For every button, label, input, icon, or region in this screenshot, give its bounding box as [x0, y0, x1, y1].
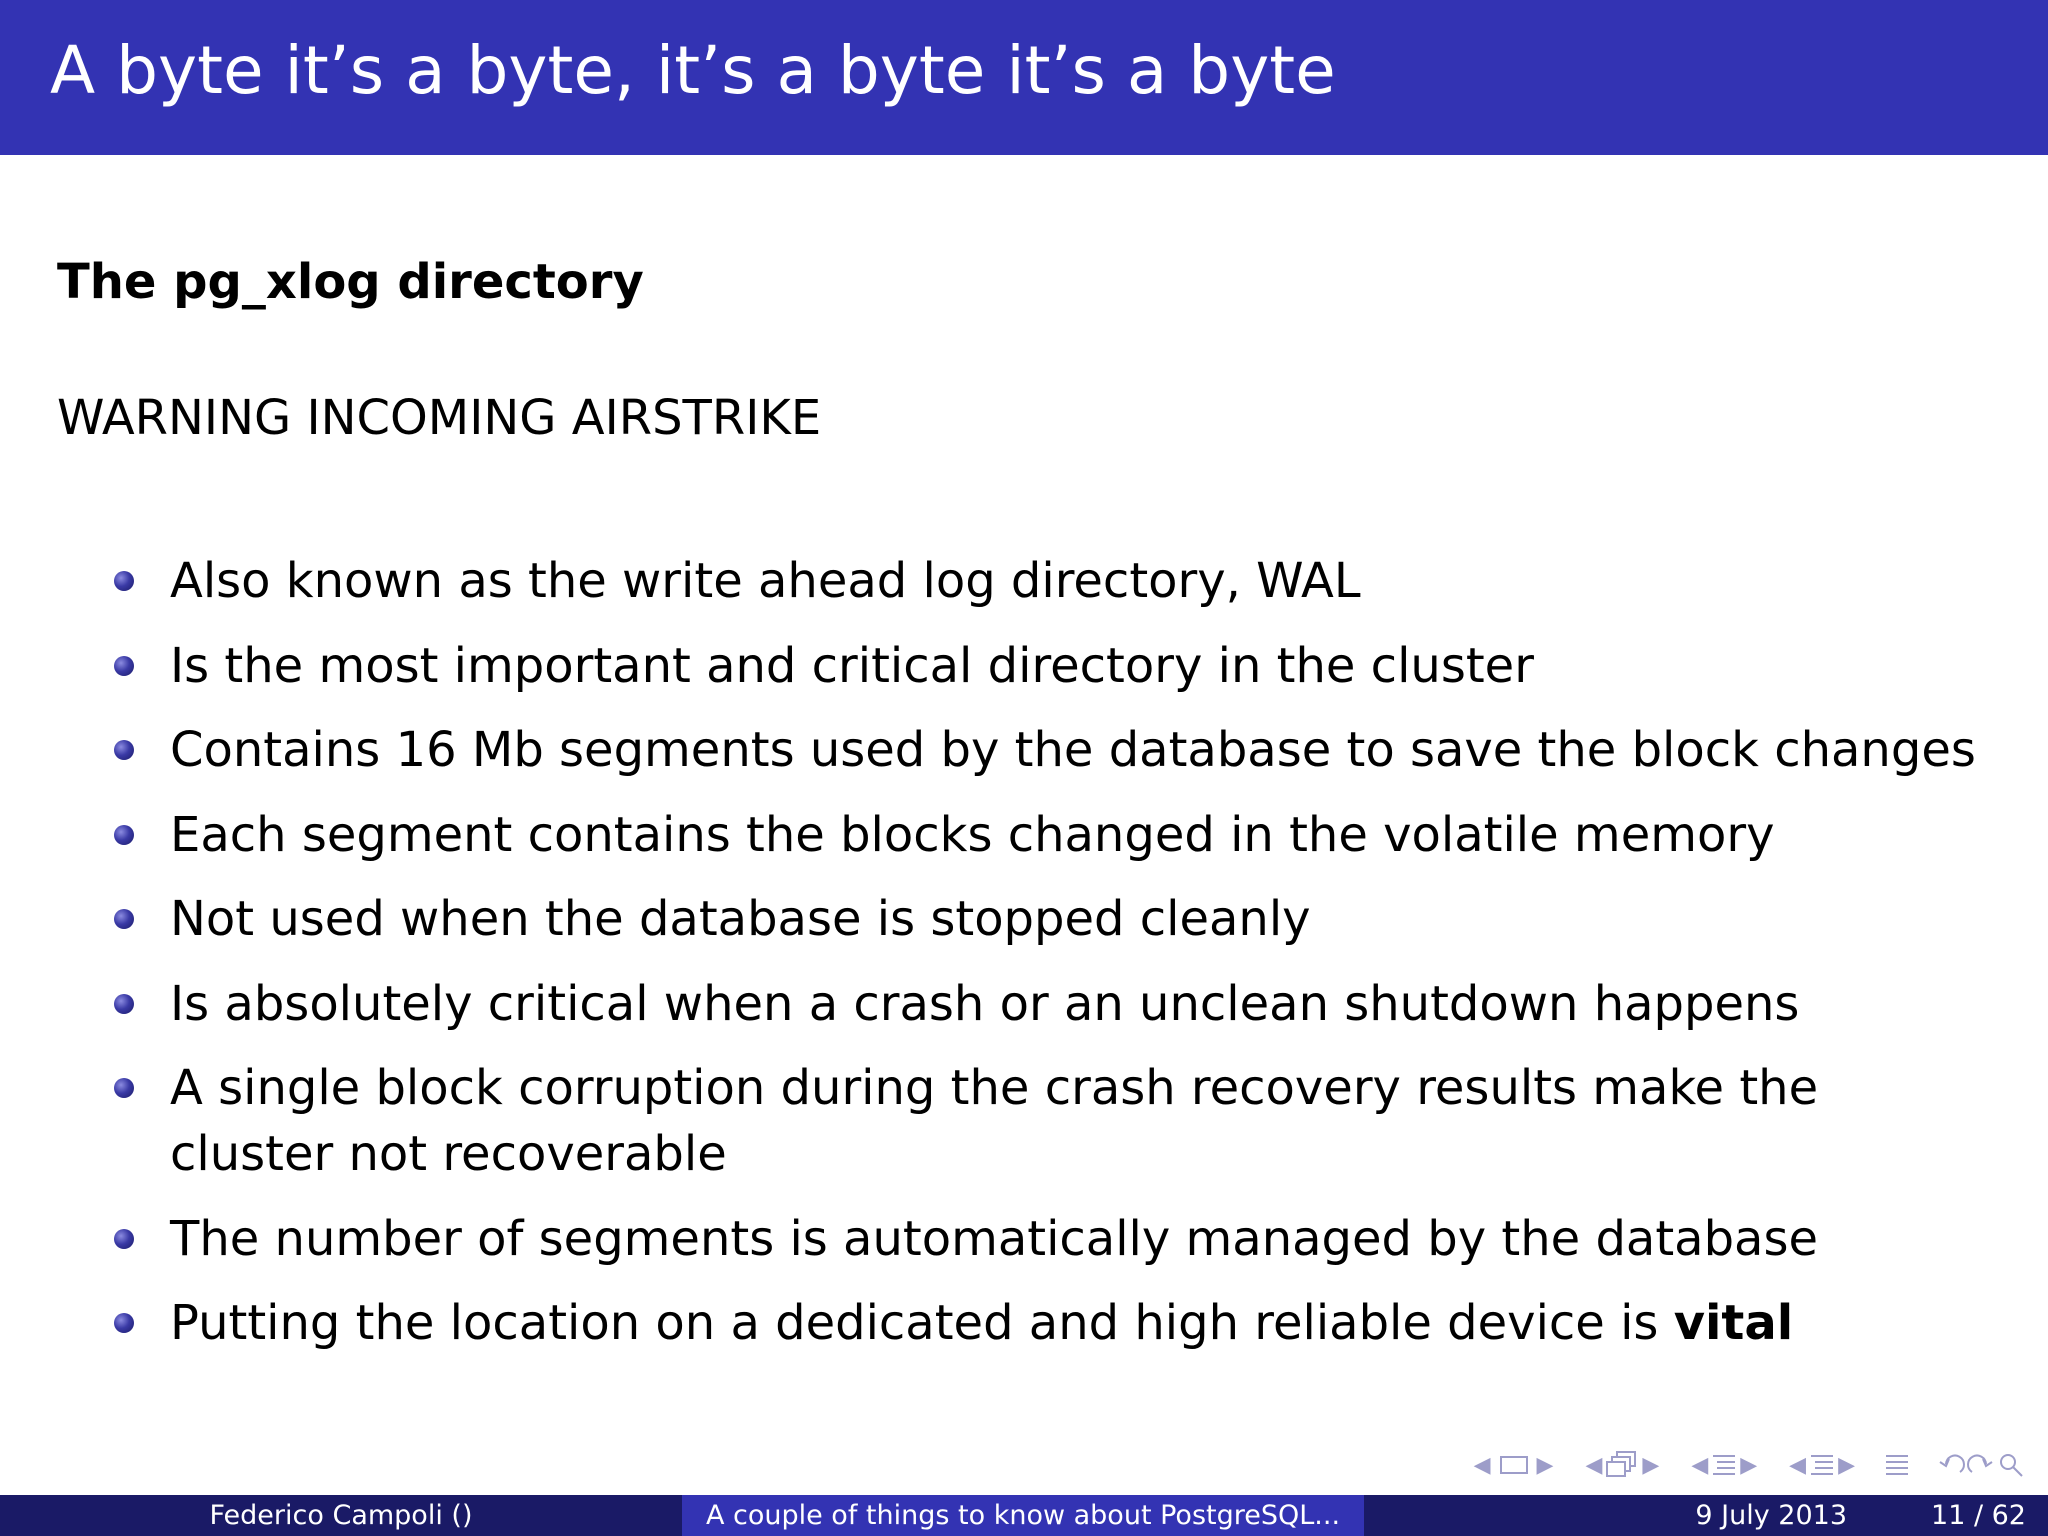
- bullet-icon: [114, 656, 134, 676]
- history-nav-group: [1936, 1450, 2026, 1480]
- bullet-icon: [114, 1313, 134, 1333]
- bullet-text: Putting the location on a dedicated and high reliable device is: [170, 1295, 1674, 1351]
- bullet-icon: [114, 740, 134, 760]
- bullet-item: [110, 971, 1980, 1037]
- frame-icon[interactable]: [1500, 1456, 1528, 1474]
- bullet-icon: [114, 571, 134, 591]
- bullet-text: Is the most important and critical directory in the cluster: [170, 637, 1534, 694]
- bullet-text: Also known as the write ahead log directory, WAL: [170, 553, 1361, 609]
- bullet-item: [110, 886, 1980, 952]
- next-section-item-icon[interactable]: ▶: [1838, 1452, 1855, 1478]
- footer-talk-title: A couple of things to know about PostgreSQL...: [705, 1500, 1341, 1531]
- bullet-icon: [114, 1078, 134, 1098]
- prev-section-item-icon[interactable]: ◀: [1789, 1452, 1807, 1478]
- bullet-text: Is absolutely critical when a crash or an unclean shutdown happens: [170, 975, 1800, 1032]
- bullet-text: Not used when the database is stopped cleanly: [170, 891, 1311, 947]
- footer-author: Federico Campoli (): [209, 1500, 473, 1531]
- bullet-item: [110, 717, 1980, 783]
- bullet-icon: [114, 994, 134, 1014]
- bullet-item: [110, 802, 1980, 868]
- slide-title: A byte it’s a byte, it’s a byte it’s a byte: [50, 32, 1336, 109]
- bullet-item: [110, 1206, 1980, 1272]
- bullet-emphasis: vital: [1673, 1295, 1794, 1351]
- title-bar: [0, 0, 2048, 155]
- prev-frame-icon[interactable]: ◀: [1473, 1452, 1491, 1478]
- subsection-icon[interactable]: [1605, 1450, 1639, 1480]
- bullet-text: Each segment contains the blocks changed in the volatile memory: [170, 806, 1775, 863]
- footer-title-panel: [682, 1495, 1364, 1536]
- next-frame-icon[interactable]: ▶: [1536, 1452, 1554, 1478]
- forward-icon[interactable]: [1966, 1450, 1996, 1480]
- prev-subsection-icon[interactable]: ◀: [1585, 1452, 1603, 1478]
- bullet-text: A single block corruption during the crash recovery results make the cluster not recoverable: [170, 1060, 1819, 1182]
- bullet-list: [110, 548, 1980, 1375]
- block-heading: The pg_xlog directory: [57, 254, 644, 310]
- next-section-icon[interactable]: ▶: [1740, 1452, 1758, 1478]
- frame-nav-group: [1471, 1453, 1557, 1478]
- navigation-symbols: [1445, 1445, 2026, 1485]
- bullet-item: [110, 1290, 1980, 1356]
- warning-text: WARNING INCOMING AIRSTRIKE: [57, 390, 822, 446]
- prev-section-icon[interactable]: ◀: [1691, 1452, 1709, 1478]
- section-icon[interactable]: [1711, 1450, 1737, 1480]
- bullet-item: [110, 548, 1980, 614]
- section-item-nav-group: [1786, 1450, 1858, 1480]
- document-icon[interactable]: [1884, 1450, 1910, 1480]
- footer-date: 9 July 2013: [1695, 1500, 1848, 1531]
- footer-author-panel: [0, 1495, 682, 1536]
- bullet-icon: [114, 825, 134, 845]
- footer-page-number: 11 / 62: [1931, 1500, 2026, 1531]
- subsection-nav-group: [1582, 1450, 1662, 1480]
- search-icon[interactable]: [1996, 1450, 2026, 1480]
- section-item-icon[interactable]: [1809, 1450, 1835, 1480]
- bullet-item: [110, 633, 1980, 699]
- bullet-text: Contains 16 Mb segments used by the database to save the block changes: [170, 722, 1976, 778]
- bullet-icon: [114, 1229, 134, 1249]
- bullet-icon: [114, 909, 134, 929]
- section-nav-group: [1688, 1450, 1760, 1480]
- footer-bar: [0, 1495, 2048, 1536]
- bullet-item: [110, 1055, 1980, 1187]
- next-subsection-icon[interactable]: ▶: [1642, 1452, 1660, 1478]
- back-icon[interactable]: [1936, 1450, 1966, 1480]
- bullet-text: The number of segments is automatically managed by the database: [170, 1210, 1818, 1267]
- footer-info-panel: [1364, 1495, 2048, 1536]
- document-nav-group: [1884, 1450, 1910, 1480]
